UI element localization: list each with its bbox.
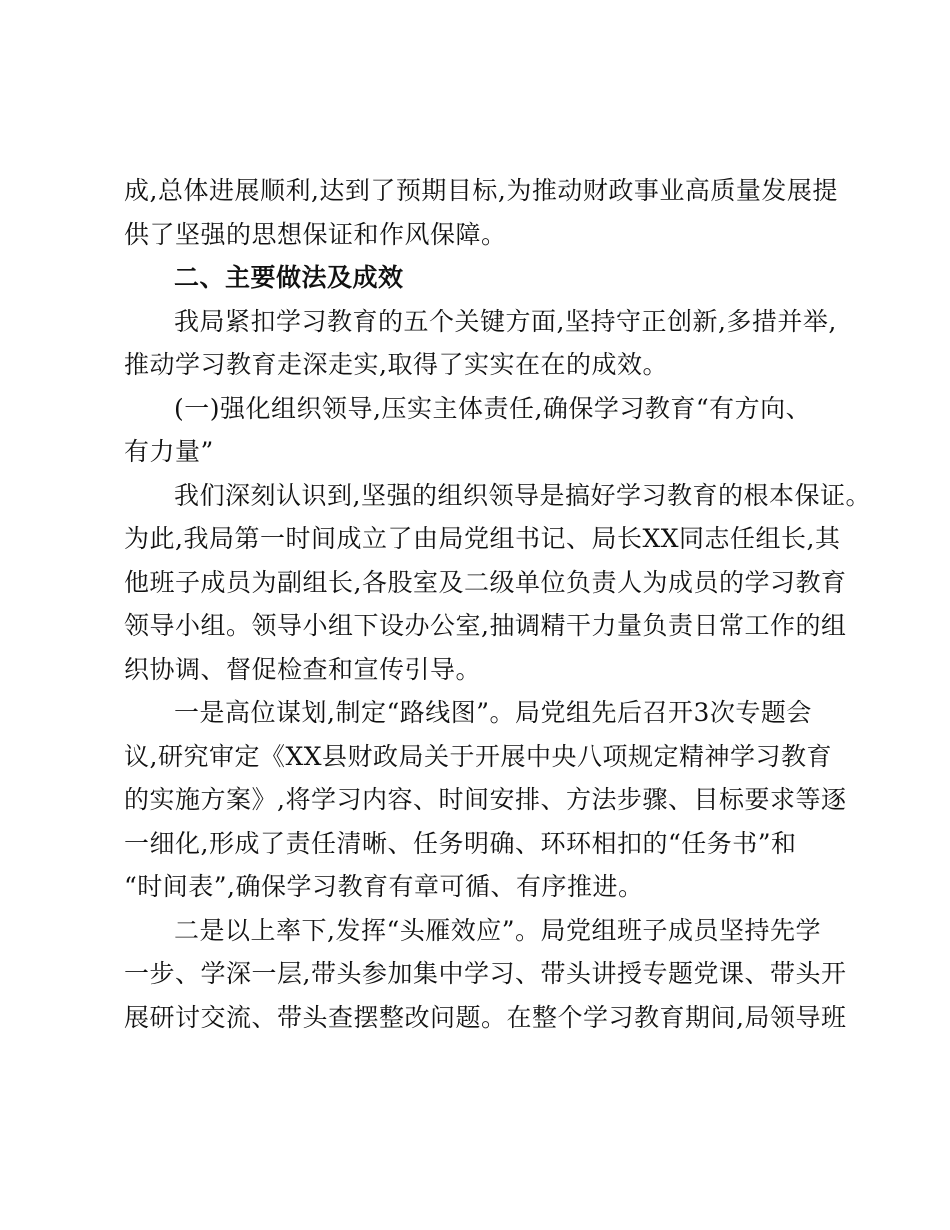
body-text-line: 展研讨交流、带头查摆整改问题。在整个学习教育期间,局领导班 [124, 1003, 847, 1032]
body-text-line: 一步、学深一层,带头参加集中学习、带头讲授专题党课、带头开 [124, 959, 847, 988]
body-text-line: 推动学习教育走深走实,取得了实实在在的成效。 [124, 350, 668, 379]
subsection-heading-continued: 有力量” [124, 437, 214, 466]
body-text-line: 织协调、督促检查和宣传引导。 [124, 655, 482, 684]
body-text-line: 他班子成员为副组长,各股室及二级单位负责人为成员的学习教育 [124, 568, 847, 597]
body-text-line: 的实施方案》,将学习内容、时间安排、方法步骤、目标要求等逐 [124, 785, 847, 814]
body-text-line: 为此,我局第一时间成立了由局党组书记、局长XX同志任组长,其 [124, 524, 841, 553]
body-text-line: 我们深刻认识到,坚强的组织领导是搞好学习教育的根本保证。 [174, 481, 871, 510]
body-text-line: 议,研究审定《XX县财政局关于开展中央八项规定精神学习教育 [124, 742, 833, 771]
body-text-line: 二是以上率下,发挥“头雁效应”。局党组班子成员坚持先学 [174, 916, 822, 945]
body-text-line: 一是高位谋划,制定“路线图”。局党组先后召开3次专题会 [174, 698, 812, 727]
body-text-line: 一细化,形成了责任清晰、任务明确、环环相扣的“任务书”和 [124, 829, 797, 858]
body-text-line: 我局紧扣学习教育的五个关键方面,坚持守正创新,多措并举, [174, 307, 837, 336]
subsection-heading: (一)强化组织领导,压实主体责任,确保学习教育“有方向、 [174, 394, 812, 423]
body-text-line: 成,总体进展顺利,达到了预期目标,为推动财政事业高质量发展提 [124, 176, 838, 205]
body-text-line: 供了坚强的思想保证和作风保障。 [124, 220, 507, 249]
body-text-line: “时间表”,确保学习教育有章可循、有序推进。 [124, 872, 644, 901]
body-text-line: 领导小组。领导小组下设办公室,抽调精干力量负责日常工作的组 [124, 611, 847, 640]
section-heading: 二、主要做法及成效 [174, 263, 404, 292]
